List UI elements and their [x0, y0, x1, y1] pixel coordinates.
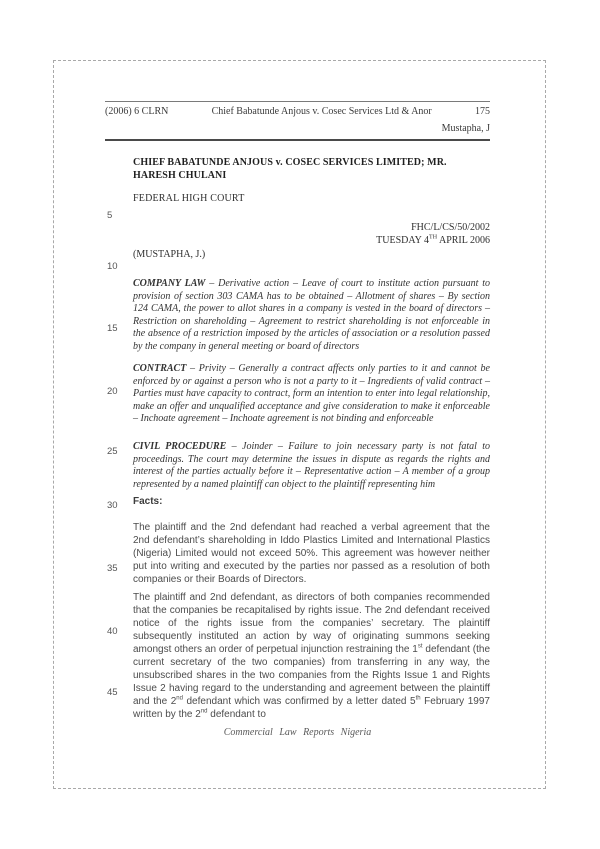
headnote-label: CONTRACT [133, 363, 187, 374]
facts-paragraph-2: The plaintiff and 2nd defendant, as directors of both companies recommended that the companies be recapitalised by rights issue. The 2nd defendant received notice of the rights issue from the companies’ secretary. The plaintiff subsequently instituted an action by way of originating summons seeking amongst others an order of perpetual injunction restraining the 1st defendant (the current secretary of the two companies) from transferring in any way, the unsubscribed shares in the two companies from the Rights Issue 1 and Rights Issue 2 having regard to the understanding and agreement between the plaintiff and the 2nd defendant which was confirmed by a letter dated 5th February 1997 written by the 2nd defendant to [133, 592, 491, 720]
facts-heading: Facts: [133, 496, 163, 507]
running-header [105, 106, 490, 117]
facts-paragraph-1: The plaintiff and the 2nd defendant had reached a verbal agreement that the 2nd defendant’s shareholding in Iddo Plastics Limited and International Plastics (Nigeria) Limited would not exceed 50%. This agreement was however neither put into writing and executed by the parties nor passed as a resolution of both companies or their Boards of Directors. [133, 522, 490, 585]
headnote-text: – Privity – Generally a contract affects only parties to it and cannot be enforced by or against a person who is not a party to it – Ingredients of valid contract – Parties must have capacity to contract, form an intention to enter into legal relationship, make an offer and unqualified acceptance and give consideration to make it enforceable – Inchoate agreement – Inchoate agreement is not binding and enforceable [133, 363, 490, 424]
coram-judge: (MUSTAPHA, J.) [133, 249, 206, 260]
margin-line-number-35: 35 [107, 563, 118, 574]
page-number: 175 [475, 106, 490, 117]
margin-line-number-30: 30 [107, 500, 118, 511]
running-case-title: Chief Babatunde Anjous v. Cosec Services Ltd & Anor [211, 106, 432, 117]
court-name: FEDERAL HIGH COURT [133, 193, 245, 204]
margin-line-number-15: 15 [107, 323, 118, 334]
header-rule-top [105, 101, 490, 102]
headnote-civil-procedure [133, 441, 490, 491]
margin-line-number-20: 20 [107, 386, 118, 397]
headnote-company-law [133, 278, 490, 353]
margin-line-number-40: 40 [107, 626, 118, 637]
margin-line-number-5: 5 [107, 210, 113, 221]
header-rule-bottom [105, 139, 490, 141]
case-title: CHIEF BABATUNDE ANJOUS v. COSEC SERVICES LIMITED; MR. HARESH CHULANI [133, 157, 447, 181]
citation: (2006) 6 CLRN [105, 106, 169, 117]
margin-line-number-25: 25 [107, 446, 118, 457]
headnote-contract [133, 363, 490, 426]
case-meta [133, 221, 490, 247]
publication-footer: Commercial Law Reports Nigeria [223, 727, 372, 738]
headnote-text: – Joinder – Failure to join necessary party is not fatal to proceedings. The court may determine the issues in dispute as regards the rights and interest of the parties actually before it – Representative action – A member of a group represented by a named plaintiff can object to the plaintiff representing him [133, 441, 490, 490]
running-judge-name: Mustapha, J [441, 123, 490, 134]
hearing-date: TUESDAY 4TH APRIL 2006 [376, 234, 490, 246]
headnote-label: CIVIL PROCEDURE [133, 441, 227, 452]
margin-line-number-10: 10 [107, 261, 118, 272]
margin-line-number-45: 45 [107, 687, 118, 698]
suit-number: FHC/L/CS/50/2002 [411, 222, 490, 233]
headnote-text: – Derivative action – Leave of court to institute action pursuant to provision of section 303 CAMA has to be obtained – Allotment of shares – By section 124 CAMA, the power to allot shares in a company is vested in the board of directors – Restriction on shareholding – Agreement to restrict shareholding is not enforceable in the absence of a restriction imposed by the articles of association or a resolution passed by the company in general meeting or board of directors [133, 278, 490, 352]
headnote-label: COMPANY LAW [133, 278, 206, 289]
